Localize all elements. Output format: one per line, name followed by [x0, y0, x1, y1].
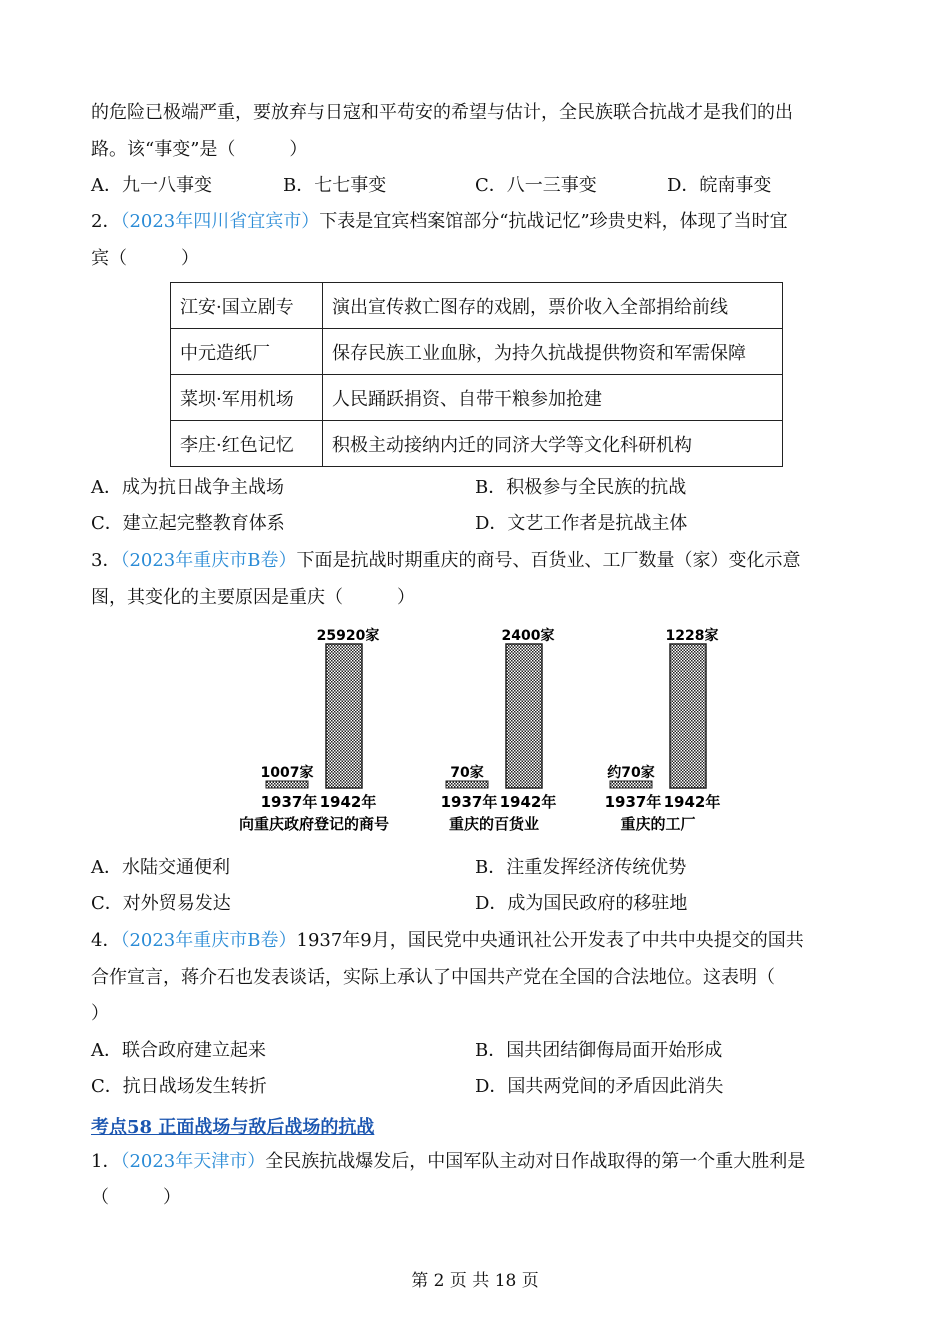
bar	[326, 644, 362, 788]
table-row	[171, 329, 783, 375]
q1-option-c: C．八一三事变	[475, 175, 597, 196]
bar	[446, 781, 488, 788]
bar	[610, 781, 652, 788]
q2-option-a: A．成为抗日战争主战场	[91, 477, 284, 498]
q2-option-b: B．积极参与全民族的抗战	[475, 477, 687, 498]
question-source: （2023年天津市）	[120, 1151, 266, 1172]
q4-option-a: A．联合政府建立起来	[91, 1040, 266, 1061]
q3-option-d: D．成为国民政府的移驻地	[475, 893, 688, 914]
question-source: （2023年四川省宜宾市）	[120, 211, 320, 232]
q5-stem-line2: （ ）	[91, 1187, 181, 1208]
data-label: 1007家	[260, 765, 314, 781]
chart-caption: 重庆的百货业	[448, 815, 540, 833]
table-row	[171, 375, 783, 421]
data-label: 1228家	[665, 628, 719, 644]
q2-option-d: D．文艺工作者是抗战主体	[475, 513, 688, 534]
q5-stem-line1	[91, 1150, 805, 1174]
tick-label: 1942年	[319, 793, 377, 811]
q3-option-a: A．水陆交通便利	[91, 857, 230, 878]
q4-stem-line2: 合作宣言，蒋介石也发表谈话，实际上承认了中国共产党在全国的合法地位。这表明（	[91, 967, 775, 988]
table-cell-desc: 演出宣传救亡图存的戏剧，票价收入全部捐给前线	[323, 283, 783, 329]
table-cell-place: 李庄·红色记忆	[171, 421, 323, 467]
q1-text-line2: 路。该“事变”是（ ）	[91, 139, 308, 160]
q3-option-c: C．对外贸易发达	[91, 893, 231, 914]
question-text: 下表是宜宾档案馆部分“抗战记忆”珍贵史料，体现了当时宜	[319, 211, 788, 232]
archive-table	[170, 282, 783, 467]
q1-option-b: B．七七事变	[283, 175, 387, 196]
table-cell-desc: 保存民族工业血脉，为持久抗战提供物资和军需保障	[323, 329, 783, 375]
bar-chart	[220, 618, 740, 838]
table-cell-place: 菜坝·军用机场	[171, 375, 323, 421]
q4-stem-line1	[91, 929, 804, 953]
data-label: 70家	[450, 765, 484, 781]
q3-stem-line1	[91, 549, 801, 573]
question-source: （2023年重庆市B卷）	[120, 550, 297, 571]
data-label: 约70家	[607, 765, 655, 781]
bar	[506, 644, 542, 788]
table-cell-place: 江安·国立剧专	[171, 283, 323, 329]
tick-label: 1937年	[260, 793, 318, 811]
question-text: 下面是抗战时期重庆的商号、百货业、工厂数量（家）变化示意	[296, 550, 801, 571]
chart-caption: 重庆的工厂	[620, 815, 696, 833]
question-text: 1937年9月，国民党中央通讯社公开发表了中共中央提交的国共	[296, 930, 804, 951]
q4-option-b: B．国共团结御侮局面开始形成	[475, 1040, 723, 1061]
q3-stem-line2: 图，其变化的主要原因是重庆（ ）	[91, 587, 415, 608]
q4-option-c: C．抗日战场发生转折	[91, 1076, 267, 1097]
q1-text-line1: 的危险已极端严重，要放弃与日寇和平苟安的希望与估计，全民族联合抗战才是我们的出	[91, 102, 793, 123]
question-number: 1．	[91, 1151, 121, 1172]
data-label: 2400家	[501, 628, 555, 644]
question-number: 3．	[91, 550, 121, 571]
q2-option-c: C．建立起完整教育体系	[91, 513, 285, 534]
q3-option-b: B．注重发挥经济传统优势	[475, 857, 687, 878]
tick-label: 1937年	[604, 793, 662, 811]
q2-stem-line2: 宾（ ）	[91, 248, 199, 269]
bar	[266, 781, 308, 788]
table-cell-desc: 人民踊跃捐资、自带干粮参加抢建	[323, 375, 783, 421]
q4-stem-line3: ）	[91, 1003, 109, 1024]
tick-label: 1942年	[663, 793, 721, 811]
bar	[670, 644, 706, 788]
q4-option-d: D．国共两党间的矛盾因此消失	[475, 1076, 724, 1097]
table-row	[171, 283, 783, 329]
question-number: 2．	[91, 211, 121, 232]
table-cell-place: 中元造纸厂	[171, 329, 323, 375]
page-footer: 第 2 页 共 18 页	[411, 1271, 539, 1291]
q2-stem-line1	[91, 210, 788, 234]
section-heading: 考点58 正面战场与敌后战场的抗战	[91, 1117, 375, 1138]
table-cell-desc: 积极主动接纳内迁的同济大学等文化科研机构	[323, 421, 783, 467]
table-row	[171, 421, 783, 467]
tick-label: 1942年	[499, 793, 557, 811]
question-source: （2023年重庆市B卷）	[120, 930, 297, 951]
q1-option-d: D．皖南事变	[667, 175, 772, 196]
q1-option-a: A．九一八事变	[91, 175, 212, 196]
data-label: 25920家	[316, 628, 380, 644]
chart-caption: 向重庆政府登记的商号	[238, 815, 390, 833]
tick-label: 1937年	[440, 793, 498, 811]
question-number: 4．	[91, 930, 121, 951]
question-text: 全民族抗战爆发后，中国军队主动对日作战取得的第一个重大胜利是	[265, 1151, 806, 1172]
